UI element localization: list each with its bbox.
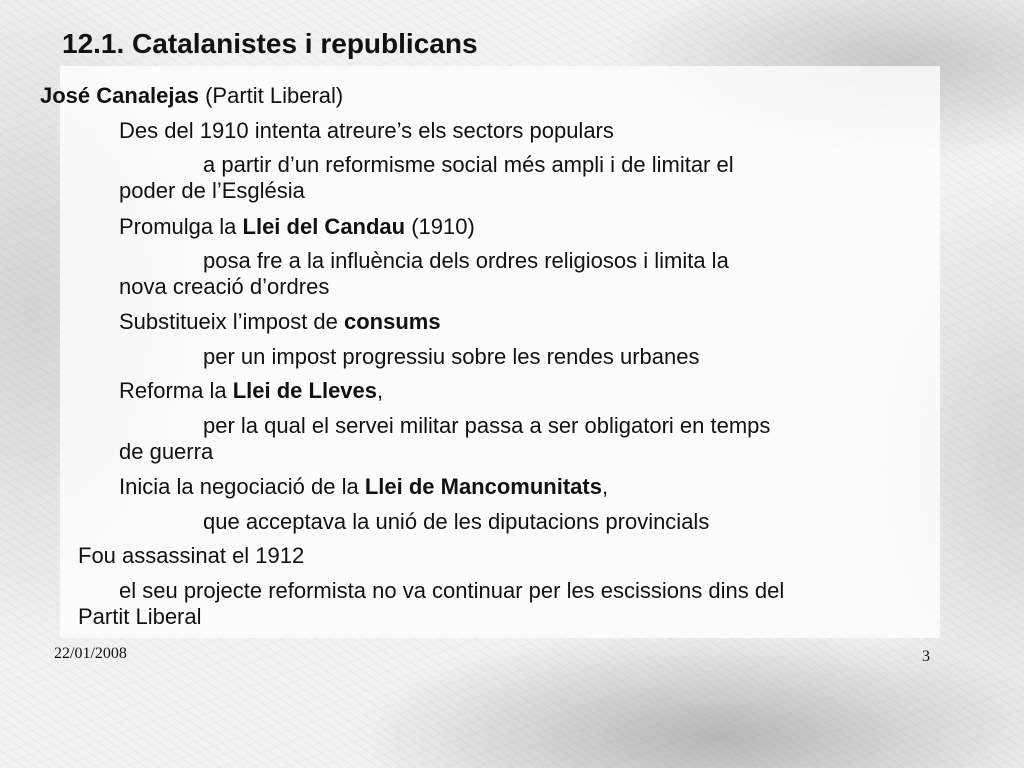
bullet-line-3 [119, 309, 441, 335]
heading-party: (Partit Liberal) [198, 83, 344, 108]
bullet-5-a: Inicia la negociació de la [119, 474, 365, 499]
sub-line-1: a partir d’un reformisme social més ampli i de limitar el [203, 152, 734, 177]
sub-line-4-cont: de guerra [119, 439, 214, 464]
bullet-line-6: Fou assassinat el 1912 [78, 543, 305, 568]
bullet-3-a: Substitueix l’impost de [119, 309, 344, 334]
bullet-5-c: , [601, 474, 609, 499]
bullet-line-5 [119, 474, 608, 500]
heading-line [40, 83, 343, 109]
slide-title: 12.1. Catalanistes i republicans [62, 28, 478, 59]
sub-line-3: per un impost progressiu sobre les rendes urbanes [203, 344, 700, 369]
footer-date: 22/01/2008 [54, 645, 127, 662]
bullet-2-c: (1910) [405, 214, 475, 239]
sub-line-1-cont: poder de l’Església [119, 178, 305, 203]
bullet-2-a: Promulga la [119, 214, 243, 239]
bullet-4-a: Reforma la [119, 378, 233, 403]
bullet-2-b: Llei del Candau [242, 214, 406, 239]
sub-line-6: el seu projecte reformista no va continuar per les escissions dins del [119, 578, 785, 603]
sub-line-2-cont: nova creació d’ordres [119, 274, 330, 299]
sub-line-2: posa fre a la influència dels ordres religiosos i limita la [203, 248, 729, 273]
bullet-4-b: Llei de Lleves [232, 378, 378, 403]
heading-name: José Canalejas [40, 83, 199, 108]
bullet-line-1: Des del 1910 intenta atreure’s els sectors populars [119, 118, 614, 143]
sub-line-6-cont: Partit Liberal [78, 604, 202, 629]
bullet-line-2 [119, 214, 475, 240]
bullet-line-4 [119, 378, 383, 404]
page-number: 3 [922, 648, 930, 665]
bullet-5-b: Llei de Mancomunitats [364, 474, 602, 499]
bullet-4-c: , [377, 378, 384, 403]
sub-line-4: per la qual el servei militar passa a ser obligatori en temps [203, 413, 771, 438]
bullet-3-b: consums [344, 309, 441, 334]
sub-line-5: que acceptava la unió de les diputacions provincials [203, 509, 710, 534]
